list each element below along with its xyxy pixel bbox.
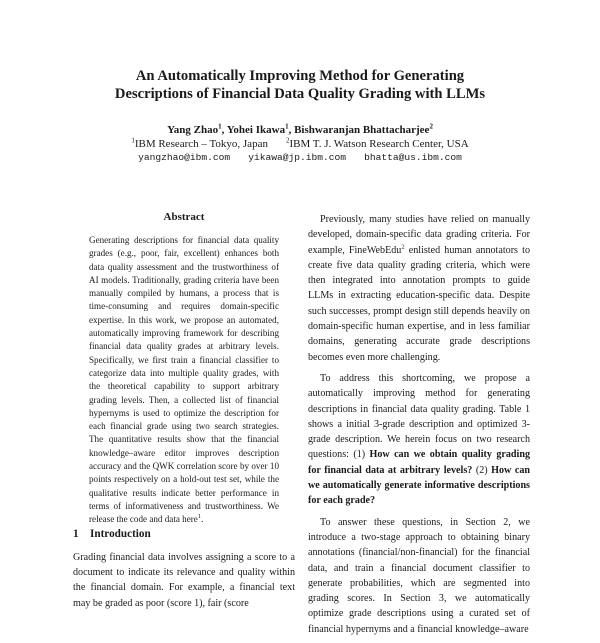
author-name: Yohei Ikawa: [226, 124, 286, 136]
paper-title: [60, 67, 540, 103]
paragraph: [308, 371, 530, 509]
affiliation-mark: 2: [429, 122, 433, 131]
research-question: How can we obtain quality grading for financial data at arbitrary levels?: [308, 449, 530, 476]
author-names: [60, 123, 540, 137]
paragraph: [308, 515, 530, 637]
abstract-heading: Abstract: [163, 211, 205, 223]
research-question: How can we automatically generate informative descriptions for each grade?: [308, 464, 530, 507]
paragraph-text: (2): [472, 464, 492, 476]
affiliation-mark: 1: [131, 136, 135, 145]
paragraph-text: To address this shortcoming, we propose a automatically improving method for generating descriptions in financial data quality grading. Table 1 shows a initial 3-grade description and optimized 3-grade description. We herein focus on two research questions: (1): [308, 372, 530, 461]
affiliation-mark: 2: [285, 136, 290, 145]
author-name: Bishwaranjan Bhattacharjee: [294, 124, 430, 136]
section-title: Introduction: [90, 528, 151, 540]
section-number: 1: [73, 528, 79, 540]
right-column: [308, 212, 530, 643]
affiliation-mark: 1: [218, 122, 222, 131]
email: bhatta@us.ibm.com: [364, 152, 462, 163]
abstract-body: Generating descriptions for financial data quality grades (e.g., poor, fair, excellent) enhances both data quality assessment and the trustworthiness of AI models. Traditionally, grading criteria have been manually compiled by humans, a process that is time-consuming and requires domain-specific expertise. In this work, we propose an automated, automatically improving framework for describing financial data quality grades at arbitrary levels. Specifically, we first train a financial classifier to categorize data into multiple quality grades, with the theoretical capability to support arbitrary grading levels. Then, a collected list of financial hypernyms is used to optimize the description for each financial grade using two search strategies. The quantitative results show that the financial knowledge–aware editor improves description accuracy and the QWK correlation score by over 10 points respectively on a hold-out test set, while the qualitative results indicate better performance in terms of informativeness and trustworthiness. We release the code and data here$^1$.: [89, 235, 279, 525]
footnote-mark: 2: [401, 243, 405, 251]
affiliations: [60, 137, 540, 151]
emails: [60, 151, 540, 165]
title-line-1: An Automatically Improving Method for Generating: [135, 68, 465, 84]
author-separator: ,: [221, 124, 227, 136]
paragraph-text: enlisted human annotators to create five data quality grading criteria, which were then integrated into annotation prompts to guide LLMs in extracting education-specific data. Despite such successes, prompt design still depends heavily on domain-specific human expertise, and in less familiar domains, generating accurate grade descriptions becomes even more challenging.: [308, 244, 530, 363]
author-block: [60, 123, 540, 165]
author-name: Yang Zhao: [167, 124, 219, 136]
paragraph-text: Previously, many studies have relied on manually developed, domain-specific data grading criteria. For example, FineWebEdu: [308, 214, 530, 256]
author-separator: ,: [288, 124, 295, 136]
affiliation: IBM T. J. Watson Research Center, USA: [289, 138, 469, 150]
email: yikawa@jp.ibm.com: [248, 152, 347, 163]
affiliation: IBM Research – Tokyo, Japan: [134, 138, 268, 150]
title-line-2: Descriptions of Financial Data Quality Grading with LLMs: [114, 86, 486, 102]
section-heading: [73, 528, 151, 540]
footnote-mark: 1: [197, 513, 202, 521]
email: yangzhao@ibm.com: [138, 152, 231, 163]
affiliation-mark: 1: [285, 122, 289, 131]
paragraph: [308, 212, 530, 365]
intro-paragraph: Grading financial data involves assigning a score to a document to indicate its relevance and quality within the financial domain. For example, a financial text may be graded as poor (score 1), fair (score: [73, 552, 295, 609]
abstract-text: Generating descriptions for financial data quality grades (e.g., poor, fair, excellent) enhances both data quality assessment and the trustworthiness of AI models. Traditionally, grading criteria have been manually compiled by humans, a process that is time-consuming and requires domain-specific expertise. In this work, we propose an automated, automatically improving framework for describing financial data quality grades at arbitrary levels. Specifically, we first train a financial classifier to categorize data into multiple quality grades, with the theoretical capability to support arbitrary grading levels. Then, a collected list of financial hypernyms is used to optimize the description for each financial grade using two search strategies. The quantitative results show that the financial knowledge–aware editor improves description accuracy and the QWK correlation score by over 10 points respectively on a hold-out test set, while the qualitative results indicate better performance in terms of informativeness and trustworthiness. We release the code and data here: [89, 235, 279, 525]
paragraph-text: To answer these questions, in Section 2, we introduce a two-stage approach to obtaining binary annotations (financial/non-financial) for the financial data, and train a financial document classifier to generate probabilities, which are segmented into grading scores. In Section 3, we automatically optimize grade descriptions using a curated set of financial hypernyms and a financial knowledge–aware: [308, 516, 530, 635]
